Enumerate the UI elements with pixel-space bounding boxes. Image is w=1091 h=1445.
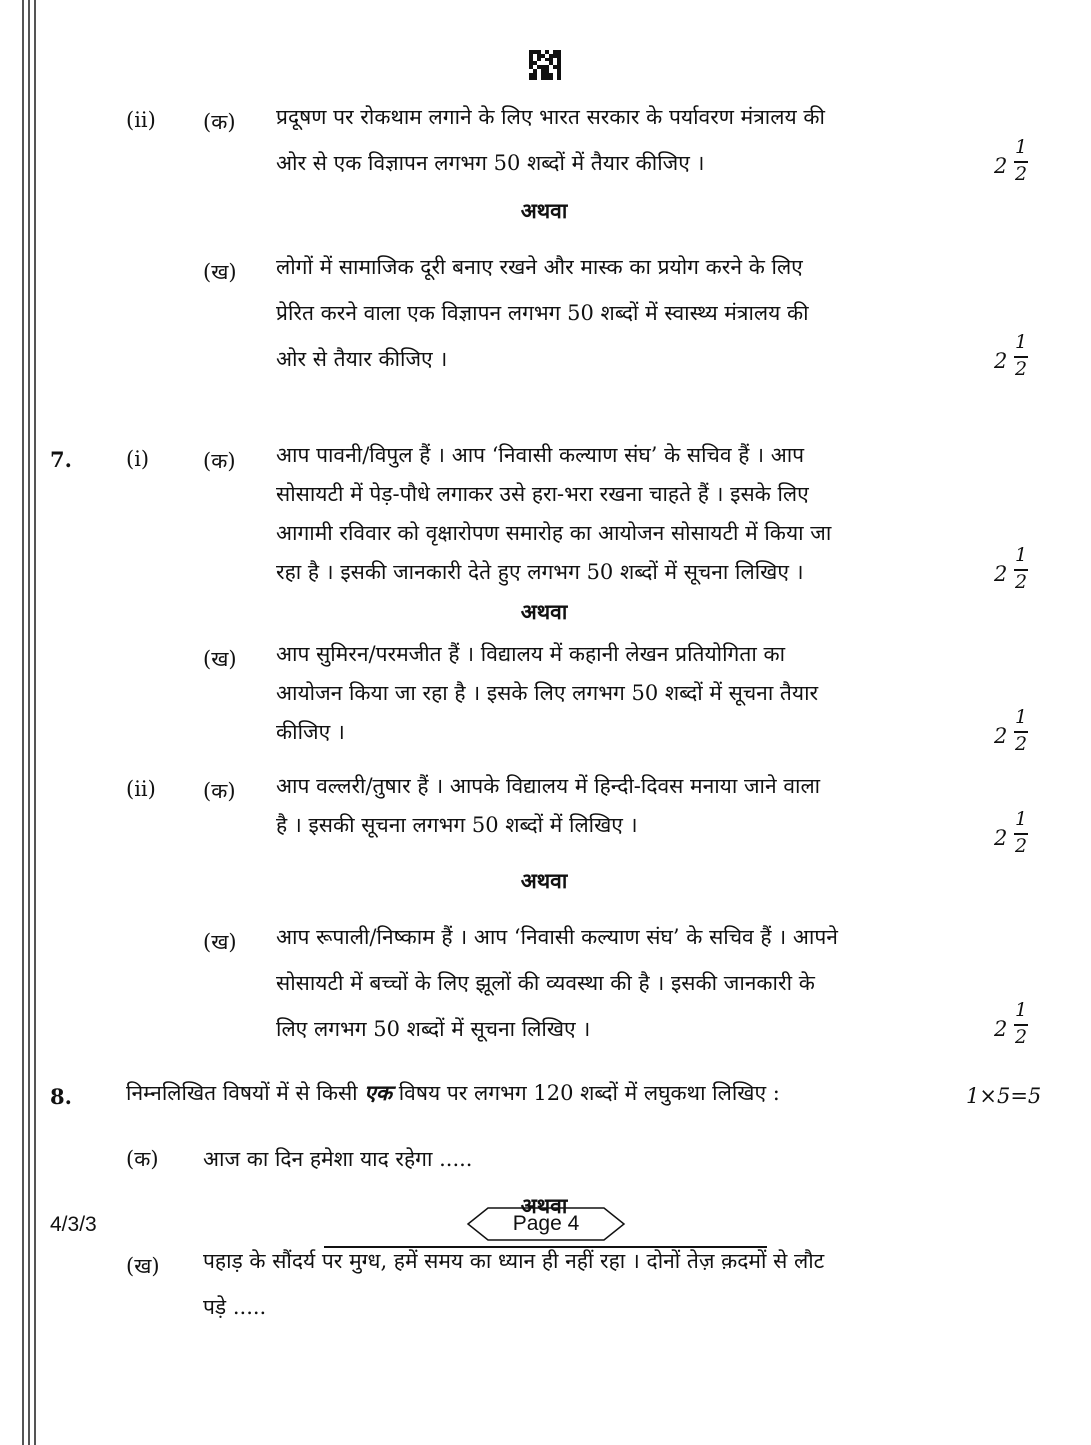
text-line: ओर से एक विज्ञापन लगभग 50 शब्दों में तैयार कीजिए । [276, 151, 705, 175]
marks-whole: 2 [994, 349, 1008, 373]
marks: 1×5=5 [966, 1084, 1042, 1108]
text-line: पहाड़ के सौंदर्य पर मुग्ध, हमें समय का ध्यान ही नहीं रहा । दोनों तेज़ क़दमों से लौट [203, 1249, 825, 1273]
marks-denominator: 2 [1014, 163, 1028, 185]
text-line: है । इसकी सूचना लगभग 50 शब्दों में लिखिए । [276, 813, 638, 837]
qr-code [529, 50, 561, 80]
text-line: सोसायटी में पेड़-पौधे लगाकर उसे हरा-भरा रखना चाहते हैं । इसके लिए [276, 482, 809, 506]
page-margin-lines [22, 0, 36, 1445]
marks-denominator: 2 [1014, 1026, 1028, 1048]
marks-fraction [994, 808, 1034, 862]
page-number: Page 4 [512, 1212, 580, 1235]
option-text [203, 1238, 980, 1330]
marks-denominator: 2 [1014, 733, 1028, 755]
marks-numerator: 1 [1014, 544, 1028, 566]
marks-denominator: 2 [1014, 571, 1028, 593]
paper-code: 4/3/3 [50, 1213, 97, 1236]
option-label: (क) [203, 779, 236, 803]
subquestion-number: (ii) [126, 108, 156, 132]
subquestion-number: (ii) [126, 777, 156, 801]
question-text [276, 767, 980, 845]
question-text [276, 244, 980, 382]
text-line: सोसायटी में बच्चों के लिए झूलों की व्यवस्था की है । इसकी जानकारी के [276, 971, 815, 995]
text-line: आयोजन किया जा रहा है । इसके लिए लगभग 50 शब्दों में सूचना तैयार [276, 681, 819, 705]
marks-whole: 2 [994, 562, 1008, 586]
marks-whole: 2 [994, 724, 1008, 748]
question-number: 7. [50, 447, 72, 472]
or-separator: अथवा [520, 1193, 568, 1218]
text-line: प्रदूषण पर रोकथाम लगाने के लिए भारत सरकार के पर्यावरण मंत्रालय की [276, 105, 825, 129]
marks-fraction [994, 331, 1034, 385]
question-text [276, 94, 980, 186]
question-prompt [126, 1070, 956, 1116]
text-line: कीजिए । [276, 720, 345, 744]
marks-numerator: 1 [1014, 706, 1028, 728]
subquestion-number: (i) [126, 447, 150, 471]
text-line: आप रूपाली/निष्काम हैं । आप ‘निवासी कल्याण संघ’ के सचिव हैं । आपने [276, 925, 838, 949]
question-text [276, 635, 980, 752]
prompt-text: निम्नलिखित विषयों में से किसी [126, 1081, 365, 1105]
option-label: (ख) [126, 1254, 160, 1278]
footer-rule [324, 1246, 767, 1248]
page-number-badge [466, 1206, 626, 1242]
marks-numerator: 1 [1014, 808, 1028, 830]
marks-numerator: 1 [1014, 136, 1028, 158]
option-label: (क) [203, 449, 236, 473]
or-separator: अथवा [520, 599, 568, 624]
or-separator: अथवा [520, 868, 568, 893]
or-separator: अथवा [520, 198, 568, 223]
marks-fraction [994, 544, 1034, 598]
prompt-text: विषय पर लगभग 120 शब्दों में लघुकथा लिखिए : [392, 1081, 780, 1105]
marks-fraction [994, 706, 1034, 760]
marks-fraction [994, 136, 1034, 190]
text-line: आगामी रविवार को वृक्षारोपण समारोह का आयोजन सोसायटी में किया जा [276, 521, 832, 545]
marks-whole: 2 [994, 1017, 1008, 1041]
marks-denominator: 2 [1014, 835, 1028, 857]
text-line: आप वल्लरी/तुषार हैं । आपके विद्यालय में हिन्दी-दिवस मनाया जाने वाला [276, 774, 821, 798]
option-label: (क) [203, 110, 236, 134]
text-line: प्रेरित करने वाला एक विज्ञापन लगभग 50 शब्दों में स्वास्थ्य मंत्रालय की [276, 301, 809, 325]
option-label: (ख) [203, 260, 237, 284]
marks-whole: 2 [994, 826, 1008, 850]
marks-denominator: 2 [1014, 358, 1028, 380]
option-text: आज का दिन हमेशा याद रहेगा ..... [203, 1147, 473, 1171]
question-text [276, 914, 980, 1052]
option-label: (क) [126, 1147, 159, 1171]
text-line: लोगों में सामाजिक दूरी बनाए रखने और मास्क का प्रयोग करने के लिए [276, 255, 803, 279]
text-line: आप पावनी/विपुल हैं । आप ‘निवासी कल्याण संघ’ के सचिव हैं । आप [276, 443, 805, 467]
text-line: ओर से तैयार कीजिए । [276, 347, 448, 371]
text-line: रहा है । इसकी जानकारी देते हुए लगभग 50 शब्दों में सूचना लिखिए । [276, 560, 804, 584]
marks-whole: 2 [994, 154, 1008, 178]
option-label: (ख) [203, 647, 237, 671]
marks-numerator: 1 [1014, 331, 1028, 353]
question-number: 8. [50, 1084, 72, 1109]
question-text [276, 436, 980, 592]
marks-fraction [994, 999, 1034, 1053]
prompt-emphasis: एक [364, 1080, 393, 1105]
text-line: आप सुमिरन/परमजीत हैं । विद्यालय में कहानी लेखन प्रतियोगिता का [276, 642, 786, 666]
text-line: लिए लगभग 50 शब्दों में सूचना लिखिए । [276, 1017, 591, 1041]
option-label: (ख) [203, 930, 237, 954]
text-line: पड़े ..... [203, 1295, 267, 1319]
marks-numerator: 1 [1014, 999, 1028, 1021]
